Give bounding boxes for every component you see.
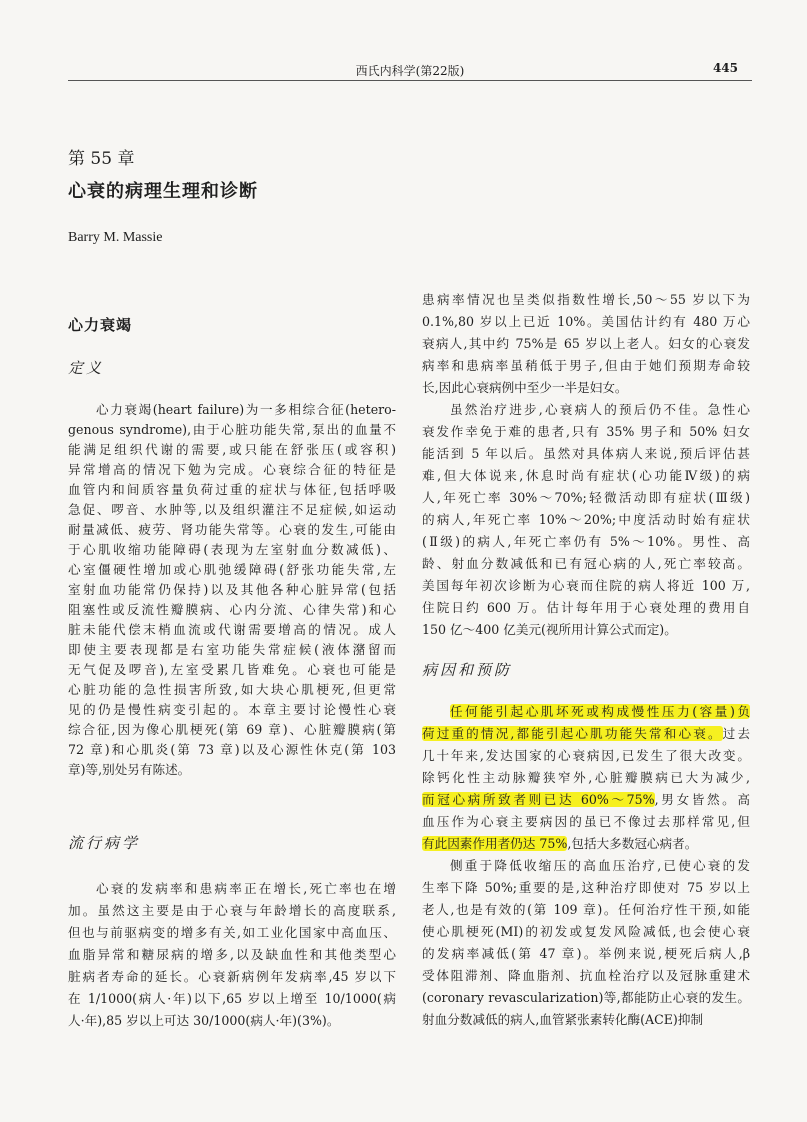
text-segment: 老人,也是有效的(第 109 章)。任何治疗性干预,如能	[422, 902, 750, 917]
definition-body	[68, 400, 396, 780]
text-line: 72 章)和心肌炎(第 73 章)以及心源性休克(第 103	[68, 742, 396, 757]
text-line: 病率和患病率虽稍低于男子,但由于她们预期寿命较	[422, 358, 750, 373]
running-header	[68, 60, 752, 81]
text-line: 异常增高的情况下勉为完成。心衰综合征的特征是	[68, 462, 396, 477]
page-number: 445	[712, 61, 738, 75]
text-line: 血管内和间质容量负荷过重的症状与体征,包括呼吸	[68, 482, 396, 497]
text-segment: 的发病率减低(第 47 章)。举例来说,梗死后病人,β	[422, 946, 750, 961]
running-title: 西氏内科学(第22版)	[355, 64, 465, 78]
subsection-definition-heading: 定义	[68, 359, 105, 377]
text-segment: 侧重于降低收缩压的高血压治疗,已使心衰的发	[450, 858, 750, 873]
text-line: 龄、射血分数减低和已有冠心病的人,死亡率较高。	[422, 556, 750, 571]
text-line	[422, 723, 750, 745]
text-line: (Ⅱ级)的病人,年死亡率仍有 5%～10%。男性、高	[422, 534, 750, 549]
text-line: 于心肌收缩功能障碍(表现为左室射血分数减低)、	[68, 542, 396, 557]
epidemiology-continued-body	[422, 289, 750, 641]
text-line	[422, 833, 750, 855]
text-line: 急促、啰音、水肿等,以及组织灌注不足症候,如运动	[68, 502, 396, 517]
text-line	[422, 811, 750, 833]
text-segment: (coronary revascularization)等,都能防止心衰的发生。	[422, 990, 750, 1005]
text-line: 能活到 5 年以后。虽然对具体病人来说,预后评估甚	[422, 446, 750, 461]
text-segment: ,男女皆然。高	[654, 792, 750, 807]
text-line: 患病率情况也呈类似指数性增长,50～55 岁以下为	[422, 292, 750, 307]
etiology-body	[422, 701, 750, 1031]
text-line: 能满足组织代谢的需要,或只能在舒张压(或容积)	[68, 442, 396, 457]
text-line	[422, 921, 750, 943]
text-line: 长,因此心衰病例中至少一半是妇女。	[422, 380, 628, 395]
text-line: genous syndrome),由于心脏功能失常,泵出的血量不	[68, 422, 396, 437]
text-line: 衰病人,其中约 75%是 65 岁以上老人。妇女的心衰发	[422, 336, 750, 351]
text-line: 在 1/1000(病人·年)以下,65 岁以上增至 10/1000(病	[68, 991, 396, 1006]
text-line: 难,但大体说来,休息时尚有症状(心功能Ⅳ级)的病	[422, 468, 750, 483]
text-line: 室射血功能常仍保持)以及其他各种心脏异常(包括	[68, 582, 396, 597]
text-segment: 血压作为心衰主要病因的虽已不像过去那样常见,但	[422, 814, 750, 829]
chapter-title: 心衰的病理生理和诊断	[68, 181, 258, 202]
text-line: 衰发作幸免于难的患者,只有 35% 男子和 50% 妇女	[422, 424, 750, 439]
text-line: 但也与前驱病变的增多有关,如工业化国家中高血压、	[68, 925, 396, 940]
epidemiology-body	[68, 878, 396, 1032]
text-line: 心力衰竭(heart failure)为一多相综合征(hetero-	[96, 402, 396, 417]
text-line	[422, 855, 750, 877]
text-line: 美国每年初次诊断为心衰而住院的病人将近 100 万,	[422, 578, 750, 593]
text-segment: 射血分数减低的病人,血管紧张素转化酶(ACE)抑制	[422, 1012, 704, 1027]
text-segment: 生率下降 50%;重要的是,这种治疗即使对 75 岁以上	[422, 880, 750, 895]
text-line: 脏病者寿命的延长。心衰新病例年发病率,45 岁以下	[68, 969, 396, 984]
subsection-etiology-heading: 病因和预防	[422, 661, 513, 679]
text-line: 加。虽然这主要是由于心衰与年龄增长的高度联系,	[68, 903, 396, 918]
text-line: 人·年),85 岁以上可达 30/1000(病人·年)(3%)。	[68, 1013, 340, 1028]
text-line: 心脏功能的急性损害所致,如大块心肌梗死,但更常	[68, 682, 396, 697]
text-line	[422, 745, 750, 767]
highlighted-text: 而冠心病所致者则已达 60%～75%	[422, 792, 655, 807]
text-line: 章)等,别处另有陈述。	[68, 762, 191, 777]
text-line	[422, 899, 750, 921]
section-heart-failure-heading: 心力衰竭	[68, 316, 133, 334]
text-line: 心室僵硬性增加或心肌弛缓障碍(舒张功能失常,左	[68, 562, 396, 577]
text-line: 虽然治疗进步,心衰病人的预后仍不佳。急性心	[450, 402, 750, 417]
text-line: 心衰的发病率和患病率正在增长,死亡率也在增	[96, 881, 396, 896]
text-line: 血脂异常和糖尿病的增多,以及缺血性和其他类型心	[68, 947, 396, 962]
text-line	[422, 767, 750, 789]
text-line: 耐量减低、疲劳、肾功能失常等。心衰的发生,可能由	[68, 522, 396, 537]
text-segment: 除钙化性主动脉瓣狭窄外,心脏瓣膜病已大为减少,	[422, 770, 750, 785]
text-segment: 几十年来,发达国家的心衰病因,已发生了很大改变。	[422, 748, 750, 763]
text-line: 150 亿～400 亿美元(视所用计算公式而定)。	[422, 622, 677, 637]
text-line: 即使主要表现都是右室功能失常症候(液体潴留而	[68, 642, 396, 657]
chapter-number: 第 55 章	[68, 149, 135, 169]
text-line	[422, 943, 750, 965]
text-line: 住院日约 600 万。估计每年用于心衰处理的费用自	[422, 600, 750, 615]
text-line: 无气促及啰音),左室受累几皆难免。心衰也可能是	[68, 662, 396, 677]
text-line	[422, 701, 750, 723]
chapter-author: Barry M. Massie	[68, 230, 163, 245]
text-line: 综合征,因为像心肌梗死(第 69 章)、心脏瓣膜病(第	[68, 722, 396, 737]
text-segment: ,包括大多数冠心病者。	[567, 836, 698, 851]
text-line	[422, 987, 750, 1009]
highlighted-text: 荷过重的情况,都能引起心肌功能失常和心衰。	[422, 726, 723, 741]
text-line: 的病人,年死亡率 10%～20%;中度活动时始有症状	[422, 512, 750, 527]
highlighted-text: 任何能引起心肌坏死或构成慢性压力(容量)负	[450, 704, 750, 719]
text-segment: 过去	[722, 726, 750, 741]
highlighted-text: 有此因素作用者仍达 75%	[422, 836, 568, 851]
text-line	[422, 1009, 750, 1031]
text-line: 脏未能代偿末梢血流或代谢需要增高的情况。成人	[68, 622, 396, 637]
text-line	[422, 789, 750, 811]
text-segment: 受体阻滞剂、降血脂剂、抗血栓治疗以及冠脉重建术	[422, 968, 750, 983]
subsection-epidemiology-heading: 流行病学	[68, 834, 141, 852]
text-line	[422, 877, 750, 899]
text-segment: 使心肌梗死(MI)的初发或复发风险减低,也会使心衰	[422, 924, 750, 939]
text-line: 见的仍是慢性病变引起的。本章主要讨论慢性心衰	[68, 702, 396, 717]
text-line	[422, 965, 750, 987]
text-line: 人,年死亡率 30%～70%;轻微活动即有症状(Ⅲ级)	[422, 490, 750, 505]
text-line: 阻塞性或反流性瓣膜病、心内分流、心律失常)和心	[68, 602, 396, 617]
text-line: 0.1%,80 岁以上已近 10%。美国估计约有 480 万心	[422, 314, 750, 329]
